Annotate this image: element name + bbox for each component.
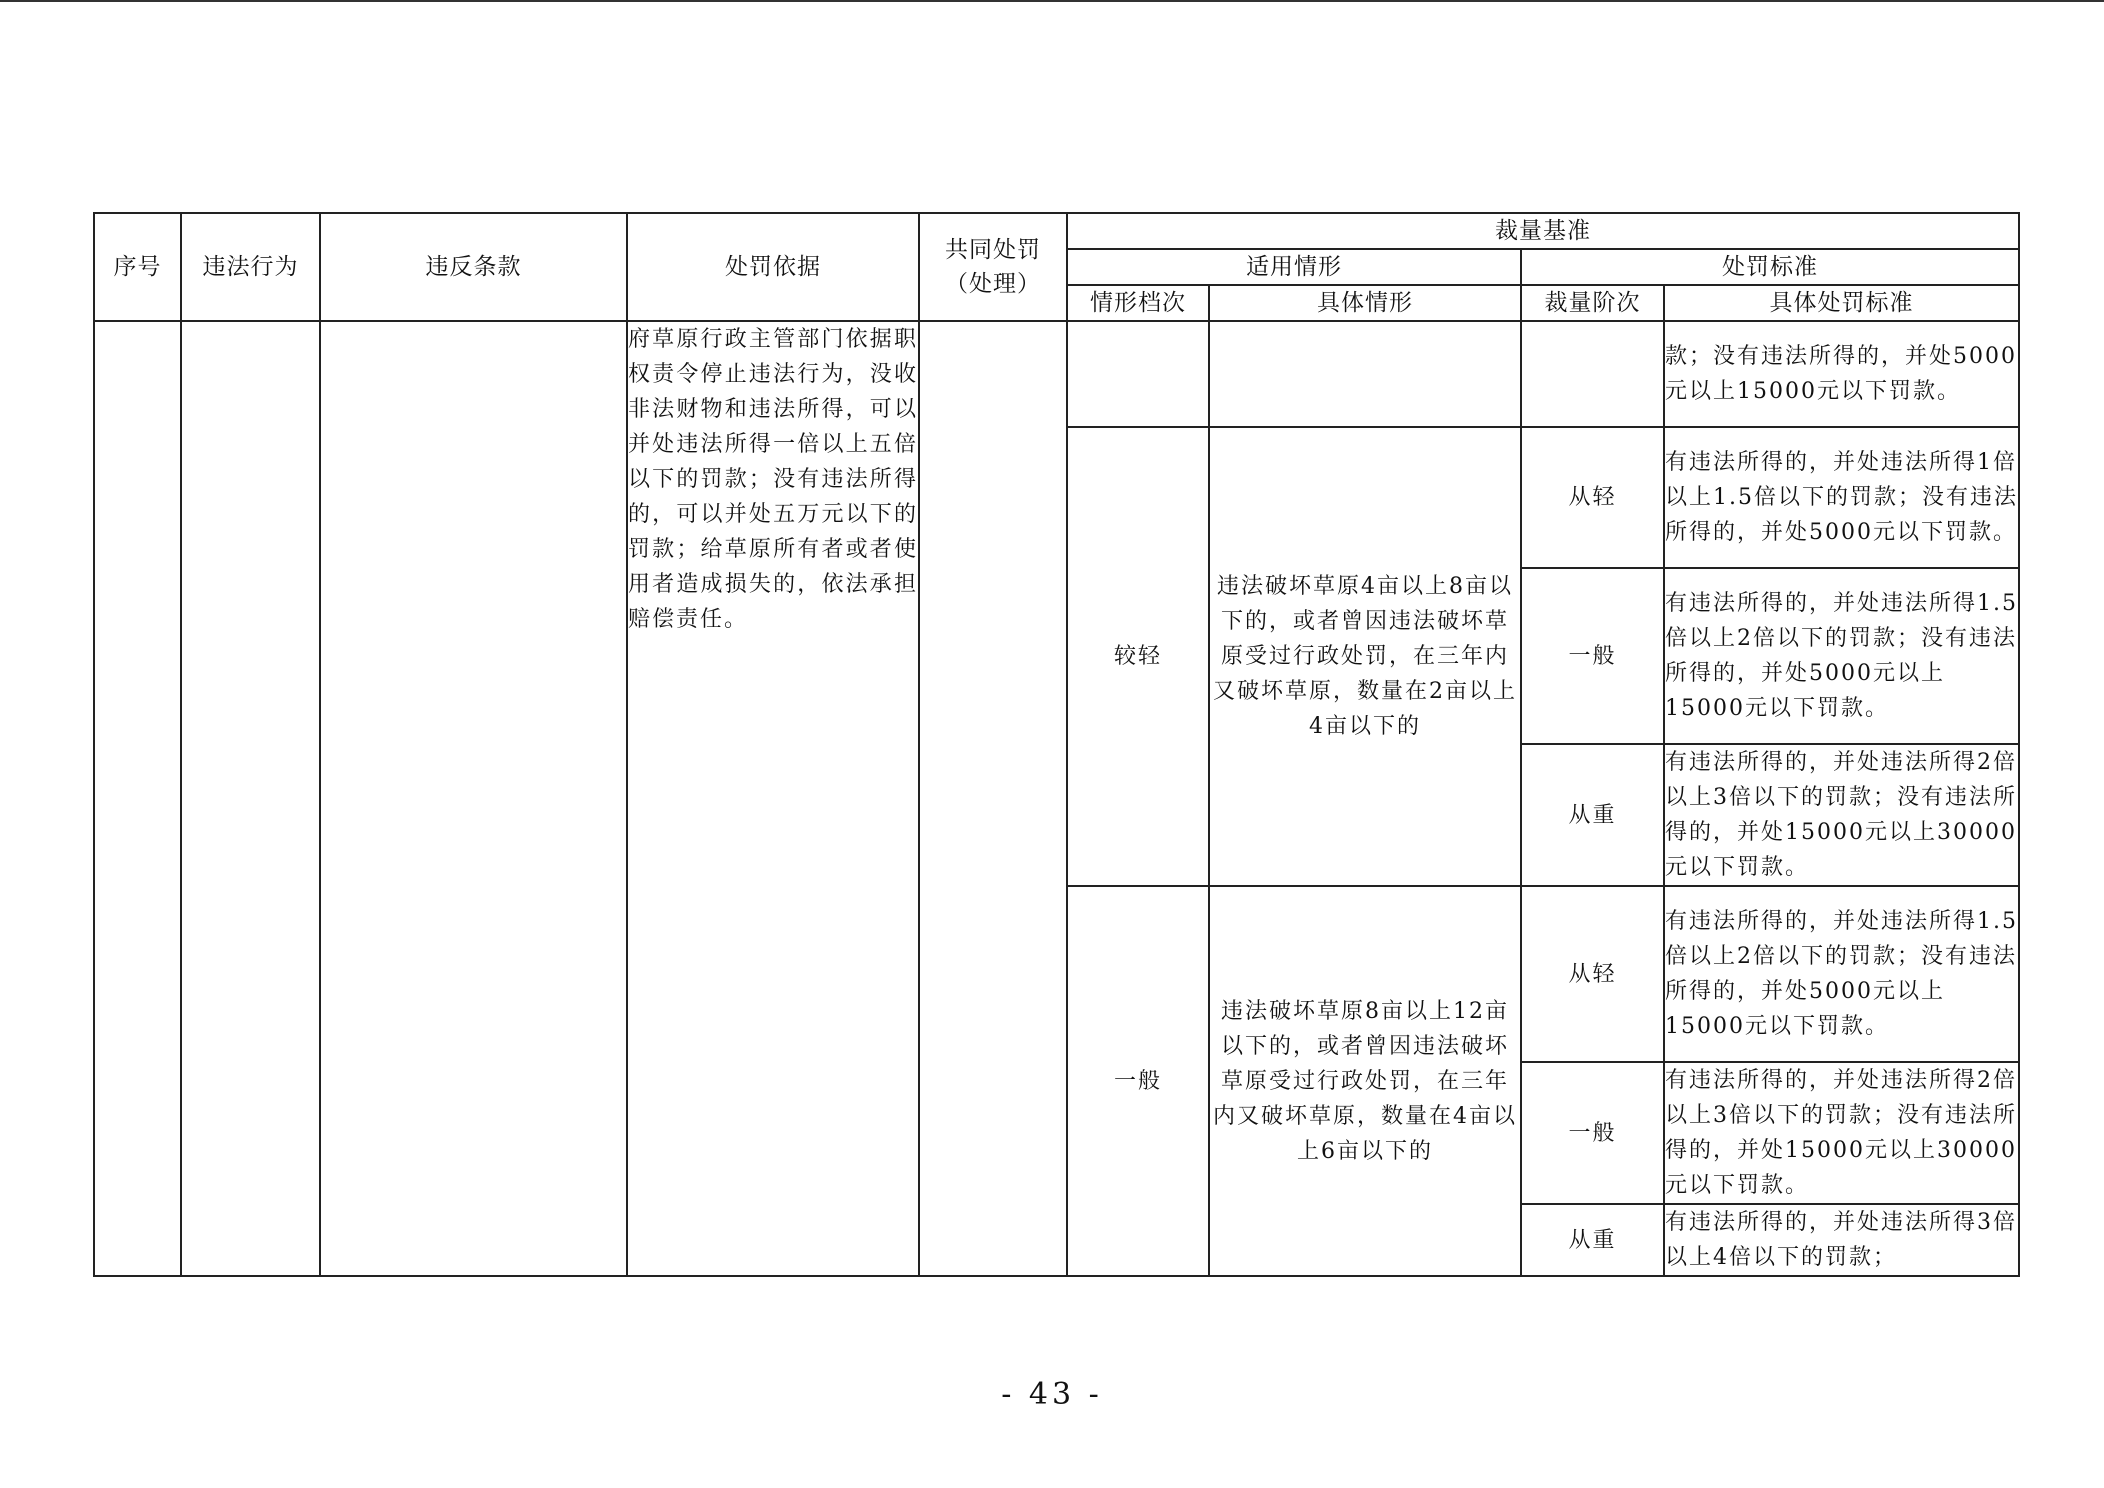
header-situation: 具体情形 [1209,285,1521,321]
light-tier-1-name: 从轻 [1521,427,1664,568]
general-tier-1-standard: 有违法所得的，并处违法所得1.5倍以上2倍以下的罚款；没有违法所得的，并处5000元以上15000元以下罚款。 [1664,886,2019,1062]
header-basis: 处罚依据 [627,213,919,321]
header-article: 违反条款 [320,213,627,321]
header-seq: 序号 [94,213,181,321]
general-level-cell: 一般 [1067,886,1209,1276]
light-level-cell: 较轻 [1067,427,1209,886]
light-tier-1-standard: 有违法所得的，并处违法所得1倍以上1.5倍以下的罚款；没有违法所得的，并处5000元以下罚款。 [1664,427,2019,568]
header-violation: 违法行为 [181,213,320,321]
article-cell [320,321,627,1276]
header-criteria: 裁量基准 [1067,213,2019,249]
light-tier-3-name: 从重 [1521,744,1664,886]
joint-cell [919,321,1067,1276]
general-situation-cell: 违法破坏草原8亩以上12亩以下的，或者曾因违法破坏草原受过行政处罚，在三年内又破坏草原，数量在4亩以上6亩以下的 [1209,886,1521,1276]
header-level: 情形档次 [1067,285,1209,321]
general-tier-2-standard: 有违法所得的，并处违法所得2倍以上3倍以下的罚款；没有违法所得的，并处15000元以上30000元以下罚款。 [1664,1062,2019,1204]
light-situation-cell: 违法破坏草原4亩以上8亩以下的，或者曾因违法破坏草原受过行政处罚，在三年内又破坏草原，数量在2亩以上4亩以下的 [1209,427,1521,886]
general-tier-3-standard: 有违法所得的，并处违法所得3倍以上4倍以下的罚款； [1664,1204,2019,1276]
light-tier-3-standard: 有违法所得的，并处违法所得2倍以上3倍以下的罚款；没有违法所得的，并处15000元以上30000元以下罚款。 [1664,744,2019,886]
general-tier-2-name: 一般 [1521,1062,1664,1204]
cont-discretion-cell [1521,321,1664,427]
violation-cell [181,321,320,1276]
seq-cell [94,321,181,1276]
light-tier-2-name: 一般 [1521,568,1664,744]
header-applicable: 适用情形 [1067,249,1521,285]
header-standard: 处罚标准 [1521,249,2019,285]
header-specific: 具体处罚标准 [1664,285,2019,321]
general-tier-3-name: 从重 [1521,1204,1664,1276]
light-tier-2-standard: 有违法所得的，并处违法所得1.5倍以上2倍以下的罚款；没有违法所得的，并处5000元以上15000元以下罚款。 [1664,568,2019,744]
cont-situation-cell [1209,321,1521,427]
basis-cell: 府草原行政主管部门依据职权责令停止违法行为，没收非法财物和违法所得，可以并处违法所得一倍以上五倍以下的罚款；没有违法所得的，可以并处五万元以下的罚款；给草原所有者或者使用者造成损失的，依法承担赔偿责任。 [627,321,919,1276]
page-number: - 43 - [1001,1377,1103,1412]
header-discretion: 裁量阶次 [1521,285,1664,321]
cont-standard-cell: 款；没有违法所得的，并处5000元以上15000元以下罚款。 [1664,321,2019,427]
general-tier-1-name: 从轻 [1521,886,1664,1062]
cont-level-cell [1067,321,1209,427]
header-joint: 共同处罚（处理） [919,213,1067,321]
top-border-line [0,0,2104,2]
discretion-standard-table [93,212,2020,1277]
